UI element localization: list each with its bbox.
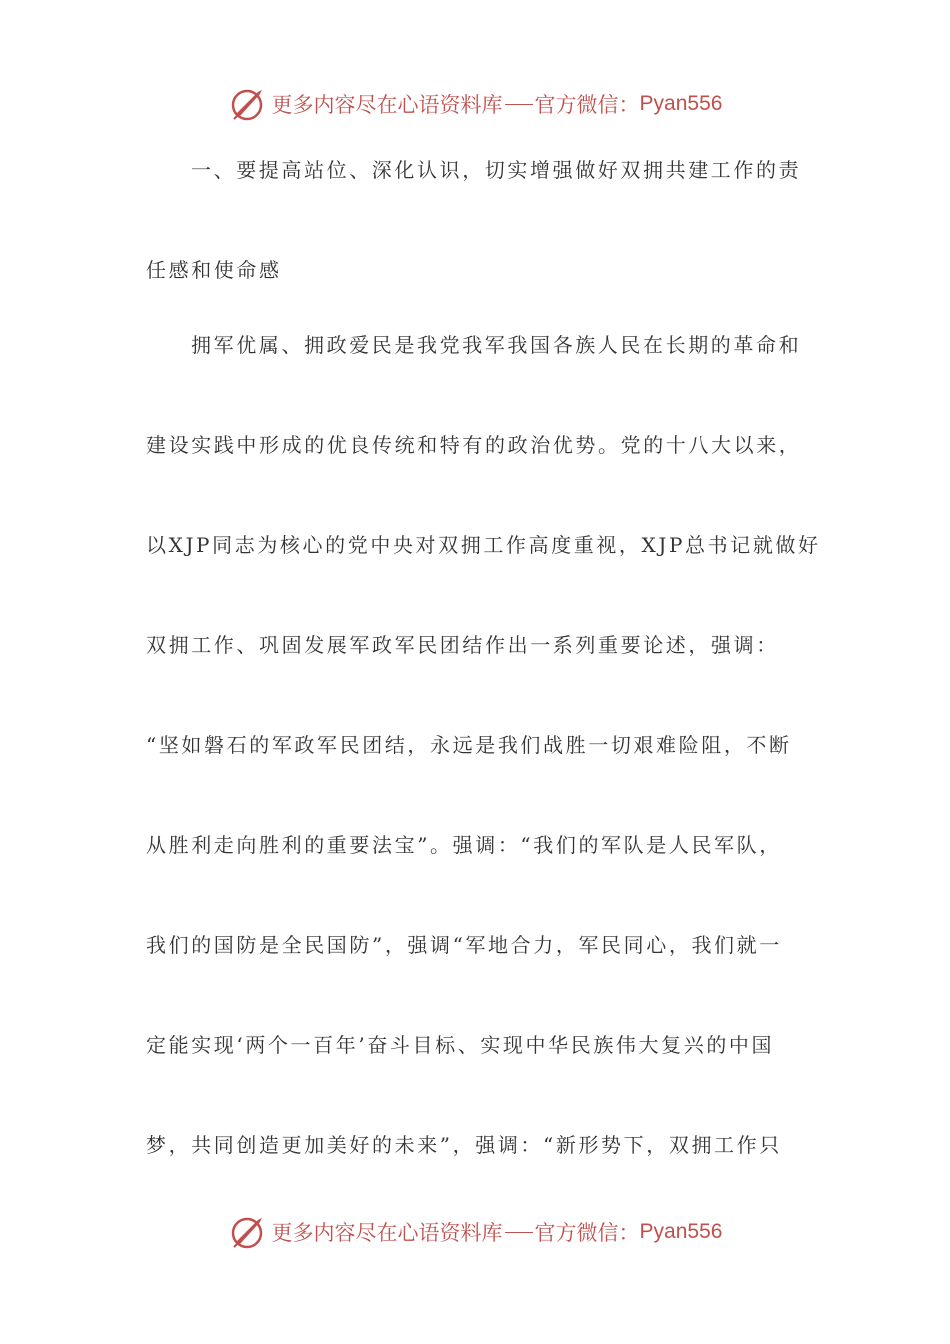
header-brand-text: 更多内容尽在心语资料库	[271, 93, 503, 117]
quill-logo-icon	[228, 84, 268, 124]
body-line: 双拥工作、巩固发展军政军民团结作出一系列重要论述，强调：	[146, 633, 779, 657]
footer-banner	[0, 1212, 950, 1252]
body-line: 我们的国防是全民国防”，强调“军地合力，军民同心，我们就一	[146, 933, 782, 957]
body-line: 从胜利走向胜利的重要法宝”。强调：“我们的军队是人民军队，	[146, 833, 782, 857]
body-line: 以XJP同志为核心的党中央对双拥工作高度重视，XJP总书记就做好	[146, 533, 821, 557]
footer-wechat-id: Pyan556	[639, 1220, 723, 1243]
body-line: 拥军优属、拥政爱民是我党我军我国各族人民在长期的革命和	[191, 333, 802, 357]
body-line: 建设实践中形成的优良传统和特有的政治优势。党的十八大以来，	[146, 433, 802, 457]
header-official-label: 官方微信：	[534, 93, 640, 117]
body-line: 任感和使命感	[146, 258, 282, 282]
body-line: 梦，共同创造更加美好的未来”，强调：“新形势下，双拥工作只	[146, 1133, 782, 1157]
footer-official-label: 官方微信：	[534, 1221, 640, 1245]
header-dash	[505, 104, 533, 105]
footer-dash	[505, 1232, 533, 1233]
body-line: 一、要提高站位、深化认识，切实增强做好双拥共建工作的责	[191, 158, 802, 182]
header-wechat-id: Pyan556	[639, 92, 723, 115]
quill-logo-icon	[228, 1212, 268, 1252]
footer-brand-text: 更多内容尽在心语资料库	[271, 1221, 503, 1245]
header-banner	[0, 84, 950, 124]
body-line: “坚如磐石的军政军民团结，永远是我们战胜一切艰难险阻，不断	[146, 733, 792, 757]
body-line: 定能实现‘两个一百年’奋斗目标、实现中华民族伟大复兴的中国	[146, 1033, 775, 1057]
